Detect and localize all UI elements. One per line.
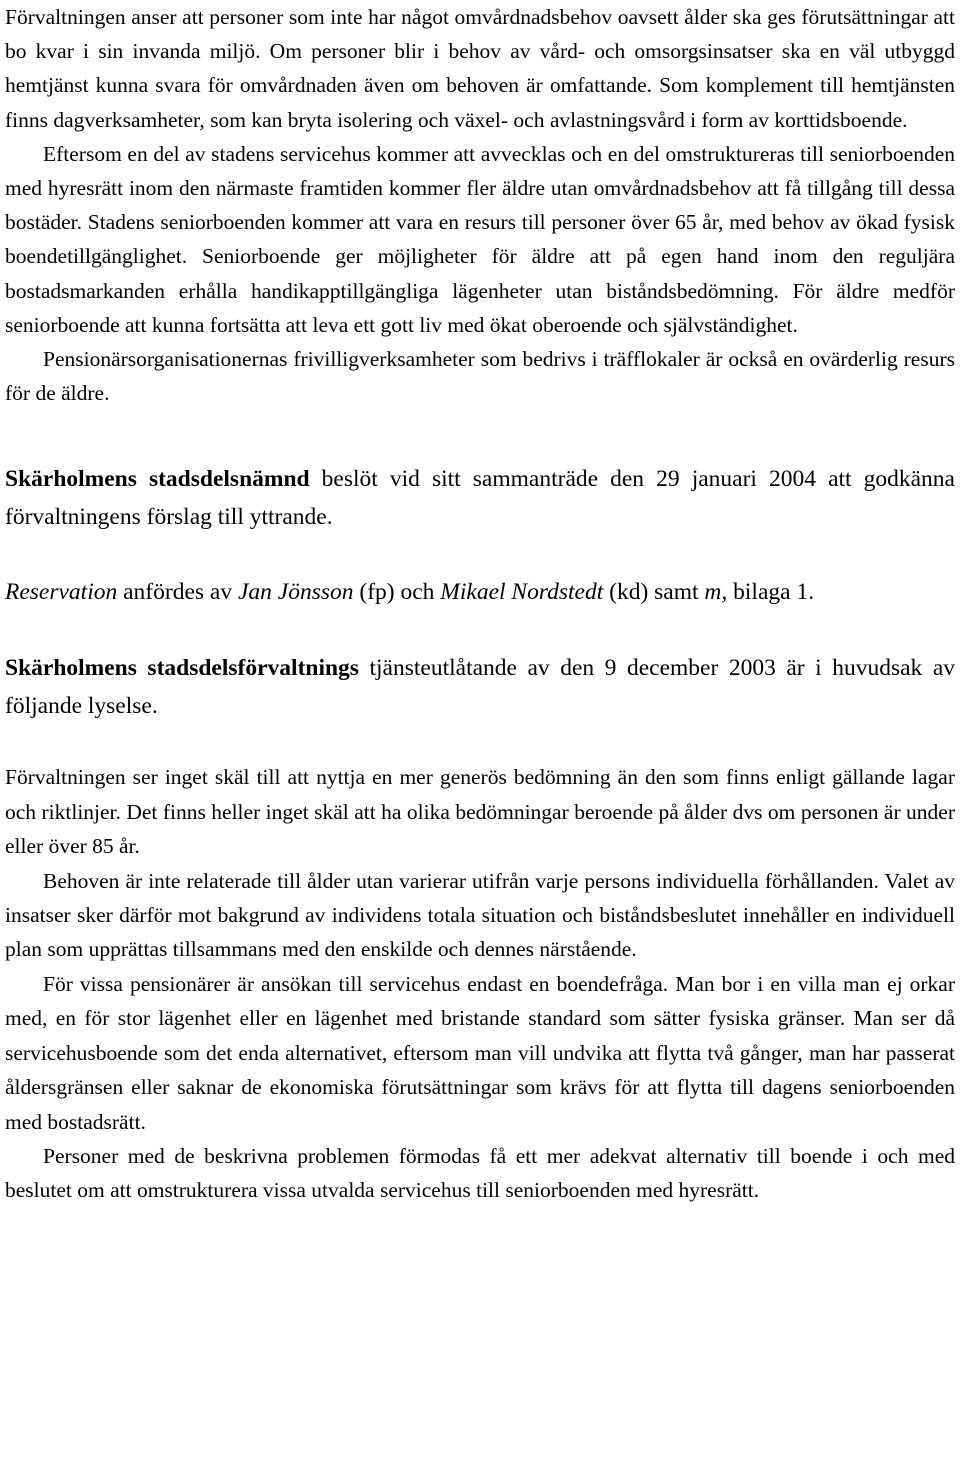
document-page [5,0,955,1208]
decision-text: beslöt vid sitt sammanträde den 29 januari 2004 att godkänna förvaltningens förslag till yttrande. [5,466,955,531]
paragraph-senior-housing: Eftersom en del av stadens servicehus kommer att avvecklas och en del omstruktureras till seniorboenden med hyresrätt inom den närmaste framtiden kommer fler äldre utan omvårdnadsbehov att få tillgång till dessa bostäder. Stadens seniorboenden kommer att vara en resurs till personer över 65 år, med behov av ökad fysisk boendetillgänglighet. Seniorboende ger möjligheter för äldre att på egen hand inom den reguljära bostadsmarkanden erhålla handikapptillgängliga lägenheter utan biståndsbedömning. För äldre medför seniorboende att kunna fortsätta att leva ett gott liv med ökat oberoende och självständighet. [5,141,955,337]
statement-body-section [5,760,955,1207]
reservation-text-1: anfördes av [117,579,238,606]
paragraph-individual-needs: Behoven är inte relaterade till ålder utan varierar utifrån varje persons individuella förhållanden. Valet av insatser sker därför mot bakgrund av individens totala situation och biståndsbeslutet innehåller en individuell plan som upprättas tillsammans med den enskilde och dennes närstående. [5,868,955,962]
decision-paragraph [5,460,955,536]
reservation-person-1: Jan Jönsson [237,579,354,606]
reservation-text-4: bilaga 1. [727,579,815,606]
paragraph-assessment: Förvaltningen ser inget skäl till att nyttja en mer generös bedömning än den som finns enligt gällande lagar och riktlinjer. Det finns heller inget skäl att ha olika bedömningar beroende på ålder dvs om personen är under eller över 85 år. [5,765,955,859]
paragraph-home-care: Förvaltningen anser att personer som inte har något omvårdnadsbehov oavsett ålder ska ges förutsättningar att bo kvar i sin invanda miljö. Om personer blir i behov av vård- och omsorgsinsatser ska en väl utbyggd hemtjänst kunna svara för omvårdnaden även om behoven är omfattande. Som komplement till hemtjänsten finns dagverksamheter, som kan bryta isolering och växel- och avlastningsvård i form av korttidsboende. [5,5,955,132]
reservation-person-2: Mikael Nordstedt [440,579,604,606]
reservation-text-2: (fp) och [353,579,441,606]
paragraph-restructuring: Personer med de beskrivna problemen förmodas få ett mer adekvat alternativ till boende i och med beslutet om att omstrukturera vissa utvalda servicehus till seniorboenden med hyresrätt. [5,1143,955,1203]
reservation-party-m: m, [704,579,728,606]
reservation-text-3: (kd) samt [603,579,705,606]
administration-name: Skärholmens stadsdelsförvaltnings [5,655,359,682]
paragraph-housing-question: För vissa pensionärer är ansökan till servicehus endast en boendefråga. Man bor i en villa man ej orkar med, en för stor lägenhet eller en lägenhet med bristande standard som sätter fysiska gränser. Man ser då servicehusboende som det enda alternativet, eftersom man vill undvika att flytta två gånger, man har passerat åldersgränsen eller saknar de ekonomiska förutsättningar som krävs för att flytta till dagens seniorboenden med bostadsrätt. [5,971,955,1134]
reservation-paragraph [5,573,955,611]
intro-section [5,0,955,410]
statement-text: tjänsteutlåtande av den 9 december 2003 är i huvudsak av följande lyselse. [5,655,955,720]
paragraph-pensioner-organisations: Pensionärsorganisationernas frivilligverksamheter som bedrivs i träfflokaler är också en ovärderlig resurs för de äldre. [5,347,955,406]
committee-name: Skärholmens stadsdelsnämnd [5,466,310,493]
statement-paragraph [5,649,955,725]
reservation-word: Reservation [5,579,118,606]
